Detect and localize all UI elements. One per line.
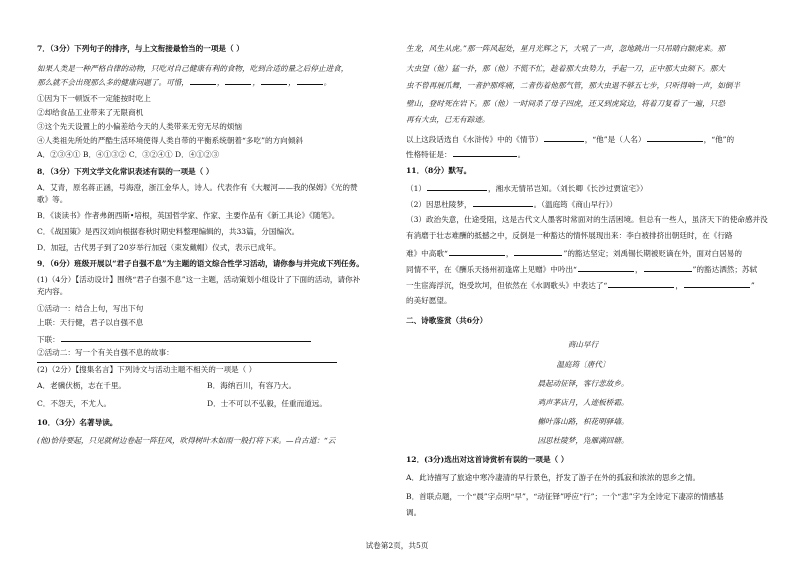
q7-choices: A．②③④① B．④①③② C．③②④① D．④①②③	[37, 150, 220, 159]
r-src-mid: ，“他”是（人名）	[584, 135, 646, 144]
q11-3e-text: 一生宦海浮沉，饱受坎坷，但依然在《水调歌头》中表达了“	[406, 281, 608, 290]
q11-3d-tail: ”的豁达洒然；苏轼	[692, 265, 758, 274]
q11-2-blank[interactable]	[473, 199, 533, 207]
q7-passage-2a-blank-2[interactable]	[225, 77, 251, 85]
q11-3a: （3）政治失意，仕途受阻，这是古代文人墨客时常面对的生活困境。但总有一些人，虽济天下的使命感并没	[406, 215, 768, 224]
q11-3c-tail: ”的豁达坚定；刘禹锡长期被贬谪在外，面对白居易的	[563, 249, 742, 258]
q9-up: 上联：天行健，君子以自强不息	[37, 318, 144, 327]
q11-3b: 有消磨于壮志难酬的抵撼之中，反倒是一种豁达的情怀展现出来：李白被排挤出朝廷时，在《行路	[406, 231, 733, 240]
q9-ab-opt-2: B．海纳百川，有容乃大。	[207, 381, 297, 390]
r-trait-blank[interactable]	[453, 149, 517, 157]
q10: 10．（3分）名著导读。	[37, 418, 118, 427]
q8-b: B．《谈读书》作者弗朗西斯•培根，英国哲学家、作家、主要作品有《新工具论》《随笔》。	[37, 211, 340, 220]
q9-act1: ①活动一：结合上句，写出下句	[37, 304, 144, 313]
poem-author: 温庭筠〔唐代〕	[556, 360, 610, 369]
q9-act2: ②活动二：写一个有关自强不息的故事：	[37, 348, 174, 357]
poem-l2: 鸡声茅店月，人迹板桥霜。	[537, 398, 629, 407]
q12-b1: B．首联点题，一个“晨”字点明“早”，“动征铎”呼应“行”；一个“悲”字为全诗定下凄凉的情感基	[406, 492, 724, 501]
q7-passage-2a-sep: ，	[216, 78, 225, 87]
q7-opt-1: ①因为下一顿饭不一定能按时吃上	[37, 94, 151, 103]
q11-3d-blank-1[interactable]	[578, 264, 634, 272]
q9: 9．（6分）班级开展以“君子自强不息”为主题的语文综合性学习活动，请你参与并完成下列任务。	[37, 259, 364, 268]
q11-3c-mid: ，	[505, 249, 514, 258]
q8: 8．（3分）下列文学文化常识表述有误的一项是（ ）	[37, 167, 214, 176]
q9-ab-opt-1: A．老骥伏枥，志在千里。	[37, 381, 127, 390]
r-trait	[406, 149, 525, 159]
q11-3c-blank-1[interactable]	[449, 248, 505, 256]
r-p2: 大虫望（他）猛一扑，那（他）不慌不忙，趁着那大虫势力，手起一刀，正中那大虫颏下。那大	[406, 64, 725, 73]
q11: 11．（8分）默写。	[406, 166, 472, 175]
q9-story-answer-line[interactable]	[37, 362, 337, 363]
poem-l3: 槲叶落山路，枳花明驿墙。	[537, 417, 629, 426]
page-footer: 试卷第2页，共5页	[365, 541, 429, 550]
q11-3f: 的美好愿望。	[406, 296, 452, 305]
q7-passage-2a-blank-4[interactable]	[297, 77, 323, 85]
q11-3e-blank-2[interactable]	[684, 280, 750, 288]
q9-ab	[37, 381, 297, 390]
q7-passage-1: 如果人类是一种严格自律的动物，只吃对自己健康有利的食物，吃到合适的量之后停止进食，	[37, 64, 349, 73]
poem-l4: 因思杜陵梦，凫雁满回塘。	[537, 436, 629, 445]
q11-3e-mid: ，	[675, 281, 683, 290]
q11-1-blank[interactable]	[427, 183, 487, 191]
q12: 12．(3分)选出对这首诗赏析有误的一项是（ ）	[406, 455, 569, 464]
q7-passage-2a	[37, 77, 331, 87]
poem-l1: 晨起动征铎，客行悲故乡。	[537, 379, 629, 388]
q9-cd	[37, 399, 327, 408]
q11-3e-blank-1[interactable]	[608, 280, 674, 288]
r-p3: 虫不曾再展爪舞，一者护那疼痛，二者伤着他那气管，那大虫退不够五七步，只听得响一声，如倒半	[406, 81, 741, 90]
q7-opt-3: ③这个先天设置上的小偏差给今天的人类带来无穷无尽的烦恼	[37, 122, 243, 131]
r-p5: 再有大虫，已无有踪迹。	[406, 115, 490, 124]
q9-2: (2)（2分）【搜集名言】下列诗文与活动主题不相关的一项是（ ）	[37, 365, 257, 374]
q9-down	[37, 334, 312, 344]
q7: 7．（3分）下列句子的排序，与上文衔接最恰当的一项是（ ）	[37, 44, 244, 53]
q11-3d-blank-2[interactable]	[644, 264, 692, 272]
q7-passage-2a-sep: ，	[252, 78, 261, 87]
q11-3e-tail: ”	[750, 281, 755, 290]
q9-cd-opt-2: D．士不可以不弘毅，任重而道远。	[207, 399, 327, 408]
q11-1	[406, 183, 648, 193]
r-trait-text: 性格特征是：	[406, 150, 452, 159]
q8-d: D．加冠，古代男子到了20岁举行加冠（束发戴帽）仪式，表示已成年。	[37, 243, 281, 252]
q7-opt-2: ②却给食品工业带来了无限商机	[37, 108, 144, 117]
q7-passage-2a-sep: ，	[288, 78, 296, 87]
r-src-text: 以上这段话选自《水浒传》中的《情节）	[406, 135, 543, 144]
q11-1-text: （1）	[406, 184, 427, 193]
q9-cd-opt-1: C．不怨天，不尤人。	[37, 399, 112, 408]
r-src-tail: ，“他”的	[703, 135, 735, 144]
q11-2	[406, 199, 617, 209]
q7-passage-2a-blank-3[interactable]	[261, 77, 287, 85]
q11-3d	[406, 264, 757, 274]
q11-3c	[406, 248, 742, 258]
r-src-blank-2[interactable]	[647, 134, 703, 142]
q11-3d-mid: ，	[634, 265, 643, 274]
q11-2-tail: 。（温庭筠《商山早行》）	[533, 200, 618, 209]
q12-b2: 调。	[406, 508, 422, 517]
q7-passage-2a-blank-1[interactable]	[190, 77, 216, 85]
q11-3c-blank-2[interactable]	[514, 248, 562, 256]
q7-passage-2a-tail: 。	[323, 78, 332, 87]
r-trait-tail: 。	[517, 150, 526, 159]
r-p1: 生龙，风生从虎。”那一阵风起处，星月光辉之下，大吼了一声，忽地跳出一只吊睛白额虎来。那	[406, 44, 726, 53]
q11-1-tail: ，湘水无情吊岂知。（刘长卿《长沙过贾谊宅》）	[488, 184, 648, 193]
sec2: 二、诗歌鉴赏（共6分）	[406, 316, 488, 325]
q10-p: (他)恰待要起，只见就树边卷起一阵狂风，吹得树叶木如雨一般打将下来。—自古道：“云	[37, 436, 336, 445]
q8-a1: A．艾青，原名蒋正涵，号海澄，浙江金华人，诗人。代表作有《大堰河——我的保姆》《光的赞	[37, 183, 358, 192]
q8-a2: 歌》等。	[37, 195, 68, 204]
q11-3e	[406, 280, 755, 290]
q7-opt-4: ④人类祖先所处的严酷生活环境使得人类自带的平衡系统朝着“多吃”的方向倾斜	[37, 136, 303, 145]
r-src	[406, 134, 734, 144]
q9-1b: 充内容。	[37, 287, 68, 296]
q8-c: C．《战国策》是西汉刘向根据春秋时期史料整理编辑的，共33篇，分国编次。	[37, 227, 300, 236]
q11-2-text: （2）因思杜陵梦，	[406, 200, 472, 209]
poem-title: 商山早行	[567, 340, 599, 349]
r-src-blank-1[interactable]	[544, 134, 584, 142]
q9-1a: (1)（4分）【活动设计】围绕“君子自强不息”这一主题，活动策划小组设计了下面的活动，请你补	[37, 275, 361, 284]
q9-down-text: 下联：	[37, 335, 60, 344]
q7-passage-2a-text: 那么就不会出现那么多的健康问题了。可惜，	[37, 78, 189, 87]
q11-3d-text: 同情不平，在《酬乐天扬州初逢席上见赠》中吟出“	[406, 265, 577, 274]
q9-down-blank[interactable]	[61, 334, 311, 342]
r-p4: 壁山，登时死在岩下。那（他）一时间杀了母子四虎，还又到虎窝边，将着刀复看了一遍，只恐	[406, 99, 725, 108]
q11-3c-text: 难》中高歌“	[406, 249, 448, 258]
q12-a: A．此诗描写了旅途中寒冷凄清的早行景色，抒发了游子在外的孤寂和浓浓的思乡之情。	[406, 473, 701, 482]
